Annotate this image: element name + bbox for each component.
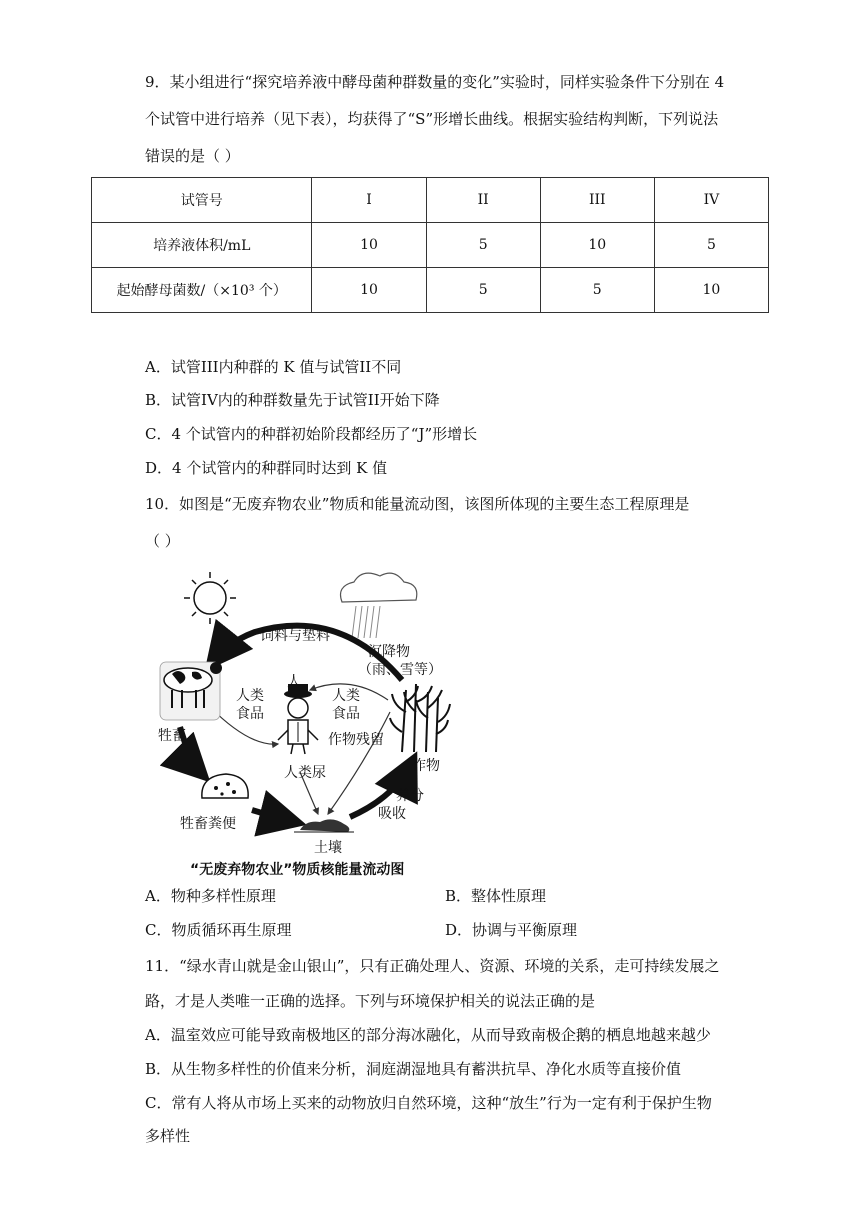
q10-option-b: B．整体性原理 bbox=[445, 887, 547, 905]
q11-option-b: B．从生物多样性的价值来分析，洞庭湖湿地具有蓄洪抗旱、净化水质等直接价值 bbox=[145, 1060, 682, 1078]
label-human: 人 bbox=[287, 674, 301, 690]
sun-icon bbox=[184, 572, 236, 624]
table-header-row bbox=[92, 178, 769, 223]
q10-option-d: D．协调与平衡原理 bbox=[445, 921, 578, 939]
label-nutrient-2: 吸收 bbox=[378, 806, 406, 822]
label-manure: 牲畜粪便 bbox=[180, 816, 236, 832]
label-food-left-1: 人类 bbox=[236, 688, 264, 704]
q11-option-c: C．常有人将从市场上买来的动物放归自然环境，这种“放生”行为一定有利于保护生物 bbox=[145, 1094, 712, 1112]
q9-option-a: A．试管III内种群的 K 值与试管II不同 bbox=[145, 358, 402, 376]
q9-stem-line-3: 错误的是（ ） bbox=[145, 147, 240, 165]
q10-option-c: C．物质循环再生原理 bbox=[145, 921, 292, 939]
label-livestock: 牲畜 bbox=[158, 728, 186, 744]
table-cell: 10 bbox=[312, 268, 426, 313]
label-urine: 人类尿 bbox=[284, 765, 326, 781]
label-residue: 作物残留 bbox=[328, 732, 384, 748]
label-food-left-2: 食品 bbox=[236, 706, 264, 722]
nutrient-cycle-figure bbox=[150, 562, 480, 880]
label-precip-1: 沉降物 bbox=[368, 644, 410, 660]
table-cell: 5 bbox=[426, 268, 540, 313]
table-cell: 5 bbox=[426, 223, 540, 268]
table-header-cell: I bbox=[312, 178, 426, 223]
q9-stem-line-1: 9．某小组进行“探究培养液中酵母菌种群数量的变化”实验时，同样实验条件下分别在 4 bbox=[145, 73, 725, 91]
q10-option-a: A．物种多样性原理 bbox=[145, 887, 276, 905]
table-header-cell: II bbox=[426, 178, 540, 223]
q10-stem-line-2: （ ） bbox=[145, 532, 180, 550]
table-cell: 起始酵母菌数/（×10³ 个） bbox=[92, 268, 312, 313]
farmer-icon bbox=[278, 684, 318, 754]
q11-option-c-cont: 多样性 bbox=[145, 1127, 191, 1145]
q11-stem-line-1: 11．“绿水青山就是金山银山”，只有正确处理人、资源、环境的关系，走可持续发展之 bbox=[145, 957, 720, 975]
q9-option-b: B．试管IV内的种群数量先于试管II开始下降 bbox=[145, 391, 440, 409]
q9-option-d: D．4 个试管内的种群同时达到 K 值 bbox=[145, 459, 388, 477]
table-row bbox=[92, 268, 769, 313]
q9-stem-line-2: 个试管中进行培养（见下表），均获得了“S”形增长曲线。根据实验结构判断，下列说法 bbox=[145, 110, 719, 128]
table-cell: 5 bbox=[654, 223, 768, 268]
label-food-right-2: 食品 bbox=[332, 706, 360, 722]
label-feed: 饲料与垫料 bbox=[260, 628, 330, 644]
table-cell: 10 bbox=[312, 223, 426, 268]
figure-caption: “无废弃物农业”物质核能量流动图 bbox=[190, 862, 405, 878]
table-cell: 5 bbox=[540, 268, 654, 313]
label-crop: 作物 bbox=[412, 758, 440, 774]
manure-to-soil-arrow bbox=[252, 810, 295, 822]
label-soil: 土壤 bbox=[314, 840, 342, 856]
table-cell: 培养液体积/mL bbox=[92, 223, 312, 268]
label-nutrient-1: 养分 bbox=[396, 788, 424, 804]
rain-cloud-icon bbox=[341, 573, 417, 638]
q9-option-c: C．4 个试管内的种群初始阶段都经历了“J”形增长 bbox=[145, 425, 478, 443]
label-precip-2: （雨、雪等） bbox=[358, 662, 442, 678]
soil-icon bbox=[294, 819, 354, 832]
table-row bbox=[92, 223, 769, 268]
table-header-cell: III bbox=[540, 178, 654, 223]
cow-icon bbox=[160, 662, 222, 720]
q10-stem-line-1: 10．如图是“无废弃物农业”物质和能量流动图，该图所体现的主要生态工程原理是 bbox=[145, 495, 690, 513]
table-cell: 10 bbox=[654, 268, 768, 313]
crop-icon bbox=[390, 684, 450, 752]
q11-option-a: A．温室效应可能导致南极地区的部分海冰融化，从而导致南极企鹅的栖息地越来越少 bbox=[145, 1026, 711, 1044]
q11-stem-line-2: 路，才是人类唯一正确的选择。下列与环境保护相关的说法正确的是 bbox=[145, 992, 596, 1010]
manure-icon bbox=[202, 774, 248, 798]
table-cell: 10 bbox=[540, 223, 654, 268]
table-header-cell: IV bbox=[654, 178, 768, 223]
q9-data-table bbox=[91, 177, 769, 313]
table-header-cell: 试管号 bbox=[92, 178, 312, 223]
label-food-right-1: 人类 bbox=[332, 688, 360, 704]
